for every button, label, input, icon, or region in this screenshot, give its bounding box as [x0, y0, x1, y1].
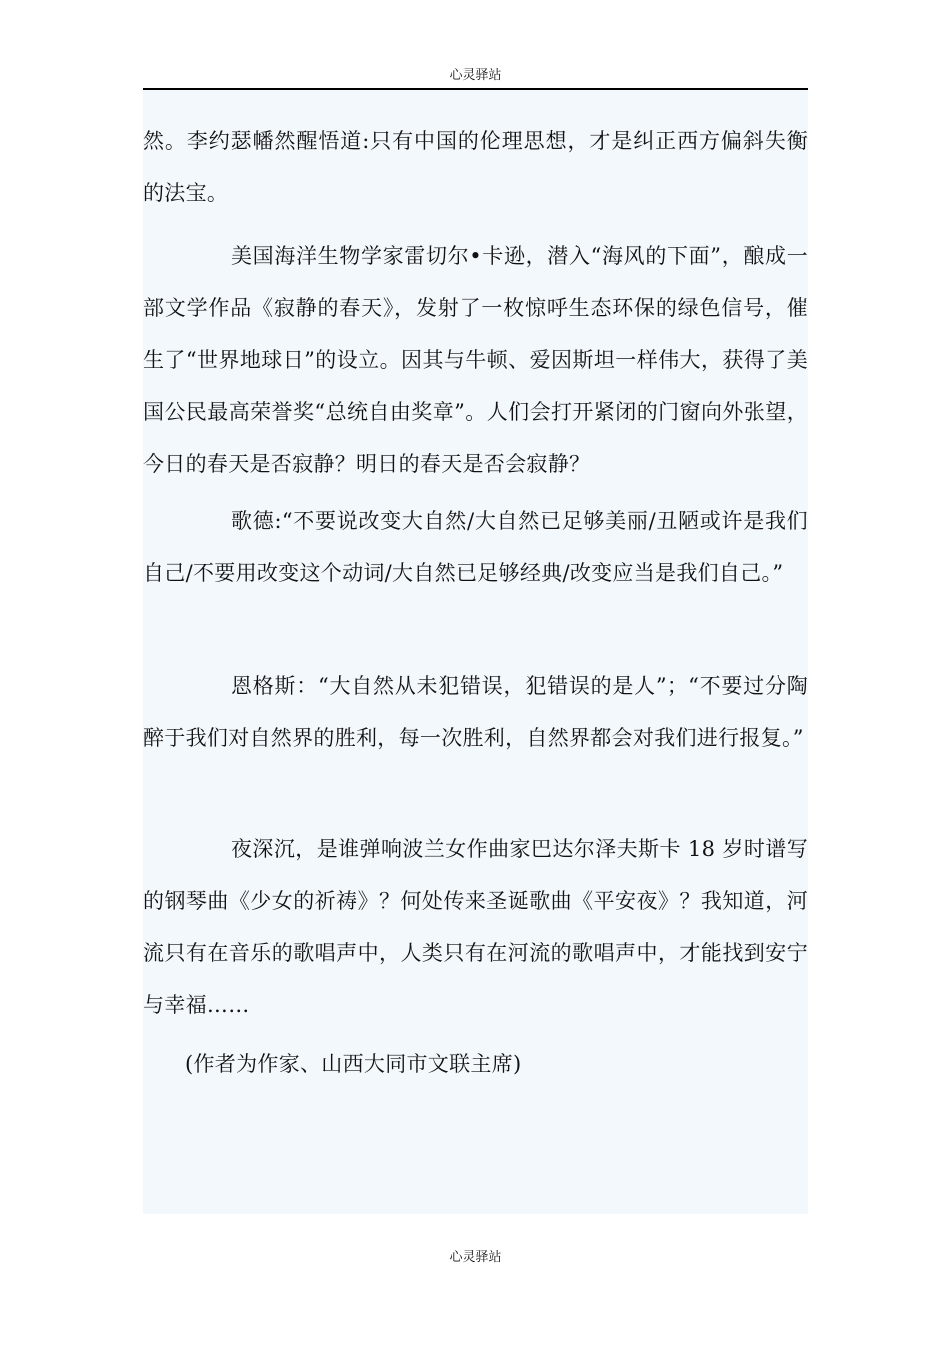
page-header: 心灵驿站 — [143, 66, 808, 90]
author-note: (作者为作家、山西大同市文联主席) — [185, 1052, 522, 1076]
article-body — [143, 90, 808, 1214]
paragraph-li-yuese: 然。李约瑟幡然醒悟道:只有中国的伦理思想，才是纠正西方偏斜失衡的法宝。 — [143, 129, 808, 205]
paragraph-engels: 恩格斯：“大自然从未犯错误，犯错误的是人”；“不要过分陶醉于我们对自然界的胜利，每一次胜利，自然界都会对我们进行报复。” — [143, 674, 808, 750]
paragraph-goethe: 歌德:“不要说改变大自然/大自然已足够美丽/丑陋或许是我们自己/不要用改变这个动词/大自然已足够经典/改变应当是我们自己。” — [143, 509, 808, 585]
paragraph-night: 夜深沉，是谁弹响波兰女作曲家巴达尔泽夫斯卡 18 岁时谱写的钢琴曲《少女的祈祷》？何处传来圣诞歌曲《平安夜》？我知道，河流只有在音乐的歌唱声中，人类只有在河流的歌唱声中，才能找到安宁与幸福…… — [143, 837, 808, 1017]
page-footer: 心灵驿站 — [449, 1250, 502, 1265]
paragraph-carson: 美国海洋生物学家雷切尔•卡逊，潜入“海风的下面”，酿成一部文学作品《寂静的春天》，发射了一枚惊呼生态环保的绿色信号，催生了“世界地球日”的设立。因其与牛顿、爱因斯坦一样伟大，获得了美国公民最高荣誉奖“总统自由奖章”。人们会打开紧闭的门窗向外张望，今日的春天是否寂静？明日的春天是否会寂静？ — [143, 244, 808, 476]
